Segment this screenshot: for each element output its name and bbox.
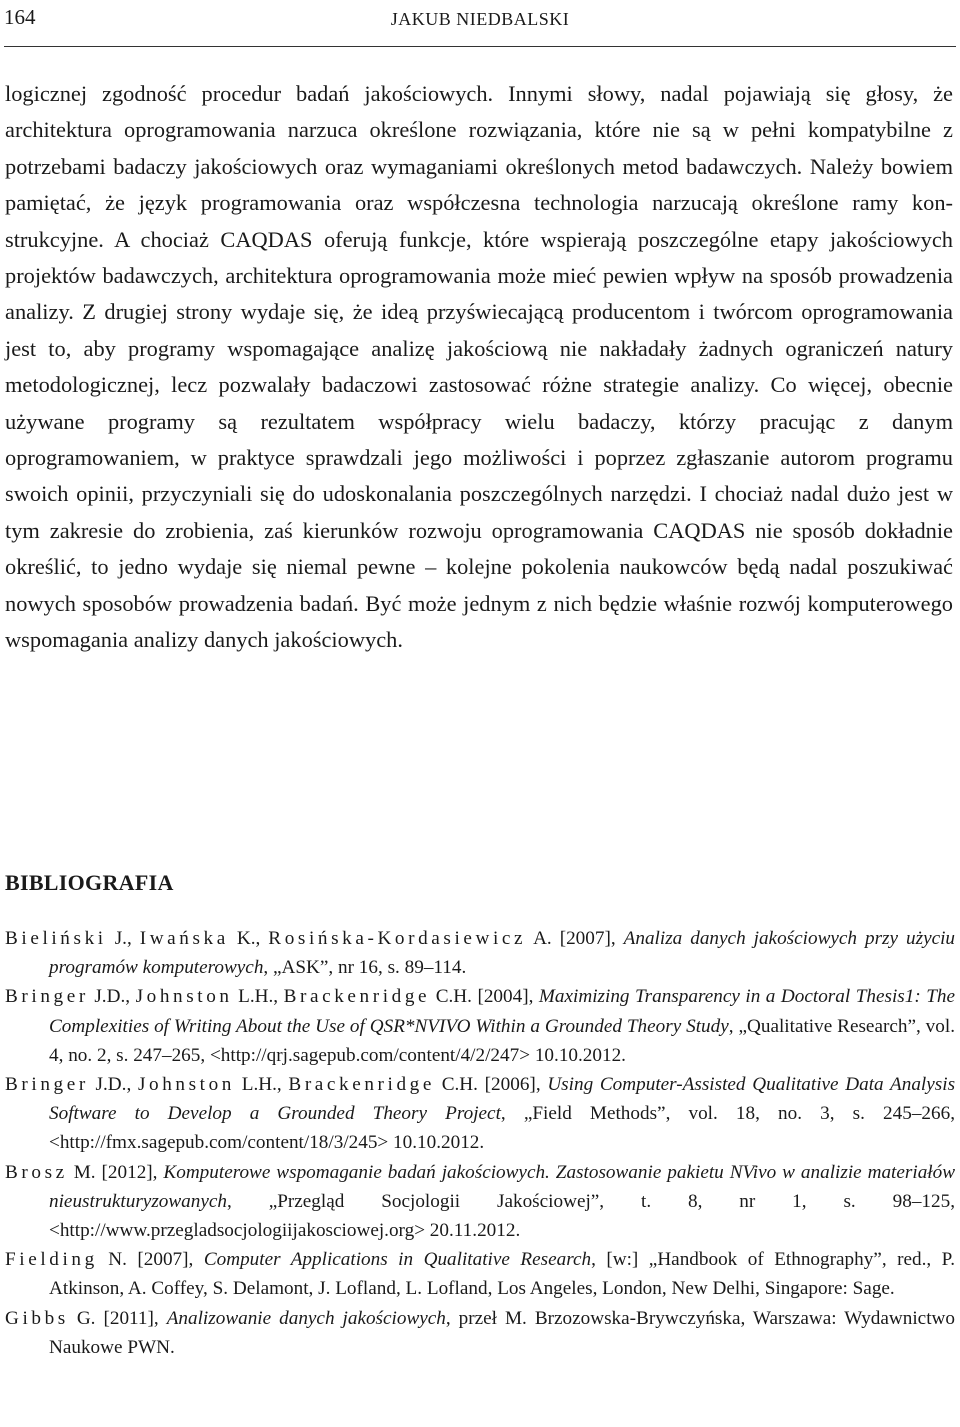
entry-details: , „Field Methods”, vol. 18, no. 3, s. 245–266, <http://fmx.sagepub.com/content/18/3/245> 10.10.2012.	[49, 1103, 955, 1154]
entry-title: Analizowanie danych jakościowych	[166, 1307, 446, 1329]
entry-year: [2007],	[126, 1249, 204, 1271]
author-separator: ,	[126, 1074, 138, 1096]
entry-details: , „Qualitative Research”, vol. 4, no. 2, s. 247–265, <http://qrj.sagepub.com/content/4/2/247> 10.10.2012.	[49, 1015, 955, 1066]
author-surname: Johnston	[137, 1074, 236, 1096]
author-surname: Bieliński	[5, 928, 107, 949]
author-separator: ,	[125, 986, 136, 1008]
author-initials: C.H.	[441, 1074, 478, 1096]
entry-year: [2012],	[95, 1161, 164, 1183]
author-initials: J.	[114, 928, 127, 949]
author-initials: L.H.	[241, 1074, 277, 1096]
bibliography-entry	[5, 1158, 955, 1246]
bibliography-entry	[5, 982, 955, 1070]
bibliography-entry	[5, 1304, 955, 1362]
entry-year: [2007],	[551, 928, 624, 949]
author-separator: ,	[255, 928, 269, 949]
author-separator: ,	[273, 986, 284, 1008]
author-surname: Johnston	[135, 986, 233, 1008]
author-surname: Brosz	[5, 1161, 68, 1183]
entry-title: Komputerowe wspomaganie badań jakościowych. Zastosowanie pakietu NVivo w analizie materiałów nieustrukturyzowanych	[49, 1161, 956, 1212]
author-surname: Gibbs	[5, 1307, 69, 1329]
bibliography-heading: BIBLIOGRAFIA	[5, 870, 174, 895]
author-initials: K.	[236, 928, 256, 949]
author-surname: Rosińska-Kordasiewicz	[268, 928, 527, 949]
page-header	[0, 0, 960, 34]
entry-year: [2006],	[477, 1074, 548, 1096]
author-surname: Bringer	[5, 986, 89, 1008]
author-surname: Fielding	[5, 1249, 98, 1271]
author-initials: M.	[73, 1161, 96, 1183]
author-surname: Iwańska	[139, 928, 229, 949]
entry-year: [2011],	[95, 1307, 167, 1329]
header-rule	[4, 46, 956, 47]
author-initials: A.	[533, 928, 552, 949]
bibliography-entry	[5, 1245, 955, 1303]
author-initials: L.H.	[238, 986, 274, 1008]
author-surname: Bringer	[5, 1074, 89, 1096]
entry-details: , „Przegląd Socjologii Jakościowej”, t. 8, nr 1, s. 98–125, <http://www.przegladsocjologiijakosciowej.org> 20.11.2012.	[49, 1190, 955, 1242]
author-initials: J.D.	[95, 1074, 127, 1096]
author-separator: ,	[126, 928, 140, 949]
page-number: 164	[4, 5, 36, 29]
entry-details: , przeł M. Brzozowska-Brywczyńska, Warszawa: Wydawnictwo Naukowe PWN.	[49, 1307, 955, 1358]
author-initials: C.H.	[435, 986, 472, 1008]
bibliography-list	[5, 924, 955, 1362]
author-surname: Brackenridge	[283, 986, 431, 1008]
author-initials: N.	[108, 1249, 127, 1271]
entry-title: Maximizing Transparency in a Doctoral Thesis1: The Complexities of Writing About the Use of QSR*NVIVO Within a Grounded Theory Study	[49, 986, 956, 1037]
entry-year: [2004],	[471, 986, 539, 1008]
entry-title: Analiza danych jakościowych przy użyciu programów komputerowych	[49, 928, 956, 979]
entry-title: Using Computer-Assisted Qualitative Data Analysis Software to Develop a Grounded Theory Project	[49, 1074, 956, 1125]
body-paragraph: logicznej zgodność procedur badań jakościowych. Innymi słowy, nadal pojawiają się głosy, że architektura oprogramowania narzuca określone rozwiązania, które nie są w pełni kompatybilne z potrzebami badaczy jakościowych oraz wymaganiami określonych metod badawczych. Należy bowiem pamiętać, że język programowania oraz współczesna technologia narzucają określone ramy konstrukcyjne. A chociaż CAQDAS oferują funkcje, które wspierają poszczególne etapy jakościowych projektów badawczych, architektura oprogramowania może mieć pewien wpływ na sposób prowadzenia analizy. Z drugiej strony wydaje się, że ideą przyświecającą producentom i twórcom oprogramowania jest to, aby programy wspomagające analizę jakościową nie nakładały żadnych ograniczeń natury metodologicznej, lecz pozwalały badaczowi zastosować różne strategie analizy. Co więcej, obecnie używane programy są rezultatem współpracy wielu badaczy, którzy pracując z danym oprogramowaniem, w praktyce sprawdzali jego możliwości i poprzez zgłaszanie autorom programu swoich opinii, przyczyniali się do udoskonalania poszczególnych narzędzi. I chociaż nadal dużo jest w tym zakresie do zrobienia, zaś kierunków rozwoju oprogramowania CAQDAS nie sposób dokładnie określić, to jedno wydaje się niemal pewne – kolejne pokolenia naukowców będą nadal poszukiwać nowych sposobów prowadzenia badań. Być może jednym z nich będzie właśnie rozwój komputerowego wspomagania analizy danych jakościowych.	[5, 81, 953, 653]
bibliography-entry	[5, 1070, 955, 1158]
entry-details: , [w:] „Handbook of Ethnography”, red., P. Atkinson, A. Coffey, S. Delamont, J. Lofland, L. Lofland, Los Angeles, London, New Delhi, Singapore: Sage.	[49, 1249, 956, 1300]
author-initials: J.D.	[94, 986, 126, 1008]
running-title: JAKUB NIEDBALSKI	[390, 9, 570, 29]
author-separator: ,	[276, 1074, 289, 1096]
body-text	[5, 76, 953, 659]
entry-title: Computer Applications in Qualitative Research	[203, 1249, 592, 1271]
author-initials: G.	[76, 1307, 96, 1329]
author-surname: Brackenridge	[288, 1074, 435, 1096]
entry-details: , „ASK”, nr 16, s. 89–114.	[263, 957, 467, 979]
bibliography-entry	[5, 924, 955, 982]
